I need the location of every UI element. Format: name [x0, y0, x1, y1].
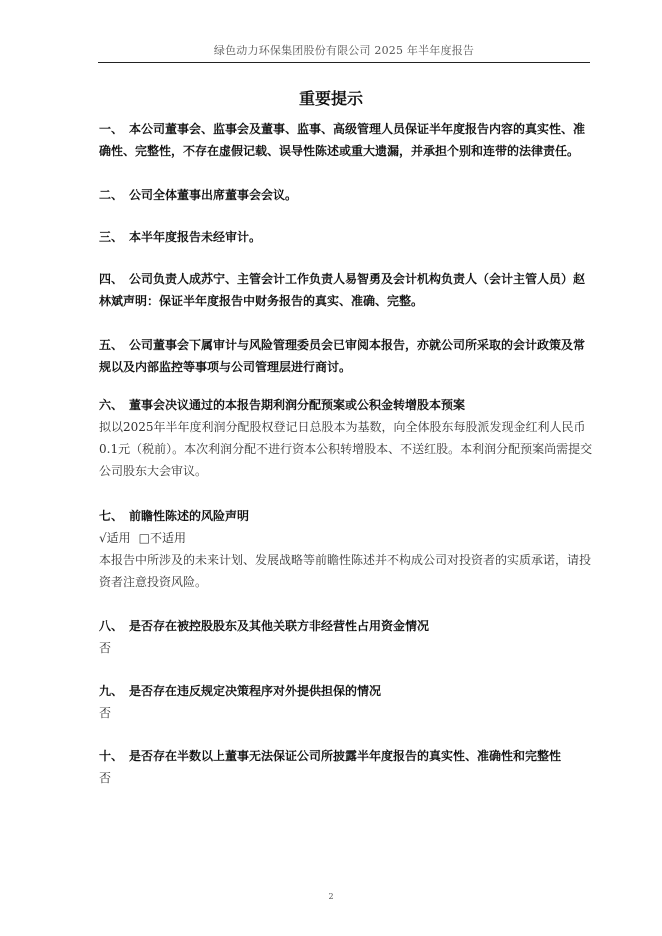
section-title: 董事会决议通过的本报告期利润分配预案或公积金转增股本预案: [129, 398, 466, 412]
header-title: 绿色动力环保集团股份有限公司 2025 年半年度报告: [213, 44, 475, 57]
section-5: [99, 334, 593, 378]
section-10: [99, 745, 593, 789]
section-number: 八、: [99, 619, 124, 633]
applicable-option: √适用: [99, 531, 131, 545]
section-title: 前瞻性陈述的风险声明: [129, 509, 250, 523]
section-body: 本报告中所涉及的未来计划、发展战略等前瞻性陈述并不构成公司对投资者的实质承诺，请投资者注意投资风险。: [99, 553, 592, 589]
page-number: 2: [328, 892, 334, 901]
section-number: 五、: [99, 338, 124, 352]
not-applicable-option: □不适用: [138, 531, 186, 545]
section-2: [99, 184, 593, 206]
section-9: [99, 680, 593, 724]
section-text: 公司全体董事出席董事会会议。: [129, 188, 298, 202]
page-header: [98, 42, 590, 63]
section-1: [99, 118, 593, 162]
page-title: 重要提示: [298, 89, 363, 108]
section-body: 拟以2025年半年度利润分配股权登记日总股本为基数，向全体股东每股派发现金红利人民币0.1元（税前）。本次利润分配不进行资本公积转增股本、不送红股。本利润分配预案尚需提交公司股东大会审议。: [99, 420, 593, 478]
section-title: 是否存在违反规定决策程序对外提供担保的情况: [129, 684, 382, 698]
section-title: 是否存在被控股股东及其他关联方非经营性占用资金情况: [129, 619, 430, 633]
applicability-options: [99, 527, 593, 549]
section-heading: [99, 394, 593, 416]
section-text: 公司负责人成苏宁、主管会计工作负责人易智勇及会计机构负责人（会计主管人员）赵林斌声明：保证半年度报告中财务报告的真实、准确、完整。: [99, 272, 586, 308]
section-text: 本公司董事会、监事会及董事、监事、高级管理人员保证半年度报告内容的真实性、准确性、完整性，不存在虚假记载、误导性陈述或重大遗漏，并承担个别和连带的法律责任。: [99, 122, 586, 158]
section-8: [99, 615, 593, 659]
section-heading: [99, 505, 593, 527]
section-number: 四、: [99, 272, 124, 286]
section-answer: 否: [99, 771, 112, 785]
section-6: [99, 394, 593, 482]
section-number: 六、: [99, 398, 124, 412]
section-number: 一、: [99, 122, 124, 136]
section-text: 本半年度报告未经审计。: [129, 230, 262, 244]
section-title: 是否存在半数以上董事无法保证公司所披露半年度报告的真实性、准确性和完整性: [129, 749, 562, 763]
section-3: [99, 226, 593, 248]
section-number: 三、: [99, 230, 124, 244]
section-answer: 否: [99, 706, 112, 720]
section-answer: 否: [99, 641, 112, 655]
section-number: 十、: [99, 749, 124, 763]
section-number: 七、: [99, 509, 124, 523]
section-heading: [99, 615, 593, 637]
section-heading: [99, 745, 593, 767]
section-number: 二、: [99, 188, 124, 202]
section-7: [99, 505, 593, 593]
section-4: [99, 268, 593, 312]
section-number: 九、: [99, 684, 124, 698]
section-text: 公司董事会下属审计与风险管理委员会已审阅本报告，亦就公司所采取的会计政策及常规以及内部监控等事项与公司管理层进行商讨。: [99, 338, 586, 374]
section-heading: [99, 680, 593, 702]
